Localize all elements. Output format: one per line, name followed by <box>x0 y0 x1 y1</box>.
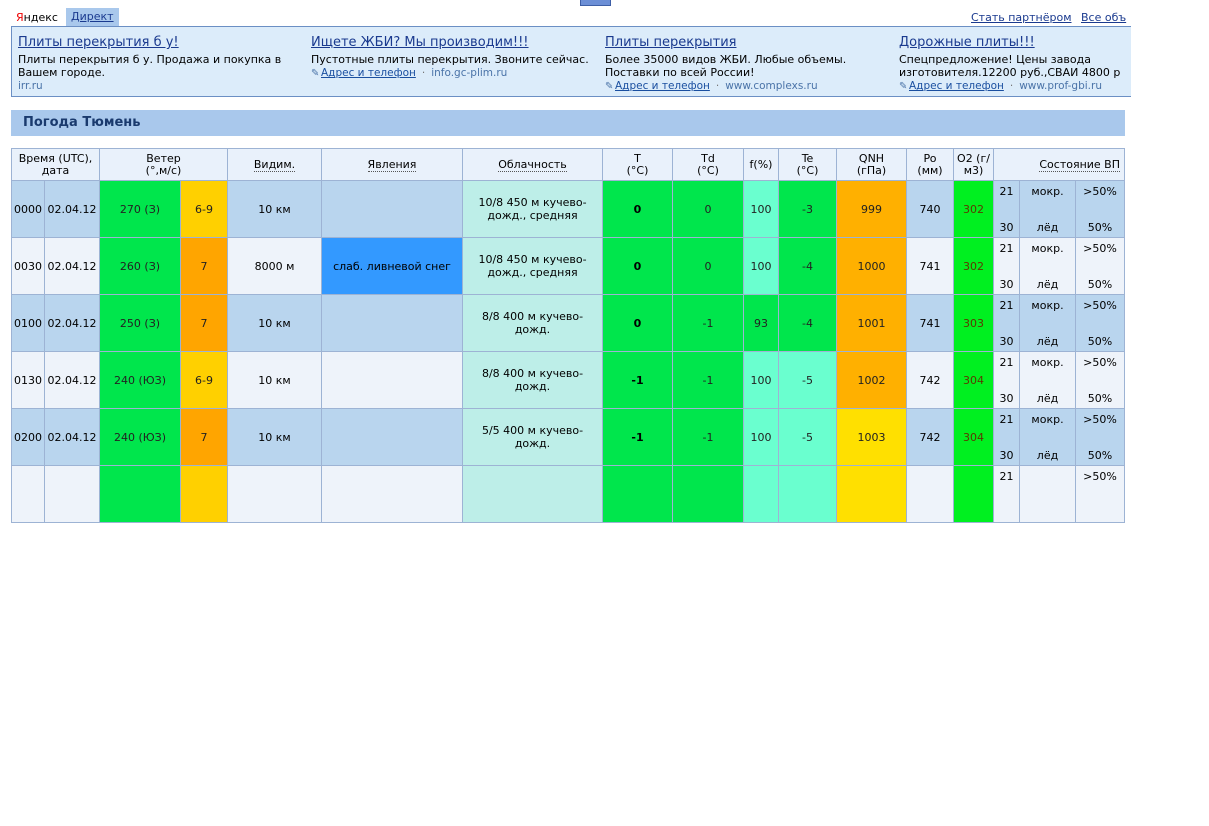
ad-title-link[interactable]: Плиты перекрытия б у! <box>18 35 179 50</box>
cell-runway-state <box>994 238 1020 295</box>
cell-visibility: 10 км <box>228 352 322 409</box>
cell-visibility: 10 км <box>228 181 322 238</box>
cell-qnh <box>837 466 907 523</box>
cell-wind-speed: 6-9 <box>181 352 228 409</box>
runway-state-value: лёд <box>1036 449 1059 462</box>
cell-phenomena <box>322 466 463 523</box>
cell-humidity <box>744 466 779 523</box>
runway-state-stack <box>1076 352 1124 408</box>
cell-oxygen <box>954 466 994 523</box>
yandex-logo[interactable] <box>16 11 58 24</box>
runway-state-value: лёд <box>1036 335 1059 348</box>
header-wind: Ветер (°,м/с) <box>100 149 228 181</box>
ad-text: Более 35000 видов ЖБИ. Любые объемы. Поставки по всей России! <box>605 53 847 79</box>
header-qnh: QNH (гПа) <box>837 149 907 181</box>
ad-text: Плиты перекрытия б у. Продажа и покупка в Вашем городе. <box>18 53 282 79</box>
runway-state-stack <box>1020 181 1075 237</box>
cell-effective-temp: -4 <box>779 238 837 295</box>
table-header-row <box>12 149 1125 181</box>
cell-time: 0030 <box>12 238 45 295</box>
cell-time: 0130 <box>12 352 45 409</box>
runway-state-stack <box>1076 181 1124 237</box>
header-temperature: T (°C) <box>603 149 673 181</box>
cell-clouds: 8/8 400 м кучево-дожд. <box>463 295 603 352</box>
cell-humidity: 100 <box>744 352 779 409</box>
runway-state-value: лёд <box>1036 221 1059 234</box>
cell-temperature <box>603 466 673 523</box>
cell-qnh: 1002 <box>837 352 907 409</box>
cell-date: 02.04.12 <box>45 238 100 295</box>
ad-header <box>12 8 1125 26</box>
cell-clouds: 10/8 450 м кучево-дожд., средняя <box>463 238 603 295</box>
cell-dew-point: 0 <box>673 238 744 295</box>
runway-state-stack <box>1076 409 1124 465</box>
cell-visibility <box>228 466 322 523</box>
runway-state-value <box>1020 466 1075 473</box>
cell-runway-state <box>1076 295 1125 352</box>
table-row <box>12 238 1125 295</box>
cell-wind-direction <box>100 466 181 523</box>
cell-qnh: 1001 <box>837 295 907 352</box>
header-phenomena[interactable]: Явления <box>322 149 463 181</box>
cell-wind-speed <box>181 466 228 523</box>
cell-runway-state <box>1020 181 1076 238</box>
runway-state-value: 30 <box>999 335 1014 348</box>
cell-clouds: 10/8 450 м кучево-дожд., средняя <box>463 181 603 238</box>
ad-domain-link[interactable]: www.prof-gbi.ru <box>1019 80 1102 92</box>
cell-runway-state <box>1020 466 1076 523</box>
runway-state-value: 21 <box>999 470 1014 483</box>
table-row <box>12 181 1125 238</box>
header-oxygen: O2 (г/м3) <box>954 149 994 181</box>
cell-time: 0000 <box>12 181 45 238</box>
cell-oxygen: 304 <box>954 409 994 466</box>
cell-runway-state <box>994 352 1020 409</box>
ad-title-link[interactable]: Дорожные плиты!!! <box>899 35 1035 50</box>
map-pin-icon: ✎ <box>605 81 614 92</box>
runway-state-stack <box>1020 295 1075 351</box>
ad-domain-link[interactable]: info.gc-plim.ru <box>431 67 508 79</box>
ad-item <box>899 35 1139 92</box>
header-runway-state: Состояние ВП <box>994 149 1125 181</box>
cell-effective-temp: -5 <box>779 352 837 409</box>
cell-oxygen: 302 <box>954 181 994 238</box>
header-clouds[interactable]: Облачность <box>463 149 603 181</box>
cell-runway-state <box>1020 295 1076 352</box>
cell-dew-point <box>673 466 744 523</box>
cell-dew-point: -1 <box>673 352 744 409</box>
cell-phenomena <box>322 352 463 409</box>
runway-state-value: лёд <box>1036 392 1059 405</box>
cell-wind-direction: 270 (З) <box>100 181 181 238</box>
table-row <box>12 352 1125 409</box>
cell-qnh: 1003 <box>837 409 907 466</box>
cell-qnh: 999 <box>837 181 907 238</box>
cell-dew-point: 0 <box>673 181 744 238</box>
separator-dot: · <box>715 80 720 92</box>
header-humidity: f(%) <box>744 149 779 181</box>
table-row <box>12 466 1125 523</box>
cell-pressure: 741 <box>907 295 954 352</box>
runway-state-stack <box>994 295 1019 351</box>
runway-state-value: >50% <box>1083 470 1117 483</box>
become-partner-link[interactable]: Стать партнёром <box>971 11 1072 24</box>
cell-humidity: 100 <box>744 181 779 238</box>
cell-oxygen: 304 <box>954 352 994 409</box>
runway-state-stack <box>994 409 1019 465</box>
cell-wind-speed: 7 <box>181 238 228 295</box>
ad-block <box>11 26 1131 97</box>
runway-state-stack <box>1020 409 1075 465</box>
cell-effective-temp <box>779 466 837 523</box>
runway-state-value: 30 <box>999 278 1014 291</box>
cell-visibility: 8000 м <box>228 238 322 295</box>
table-row <box>12 295 1125 352</box>
runway-state-stack <box>994 466 1019 522</box>
cell-wind-direction: 260 (З) <box>100 238 181 295</box>
cell-humidity: 100 <box>744 238 779 295</box>
cell-humidity: 100 <box>744 409 779 466</box>
runway-state-value: >50% <box>1083 299 1117 312</box>
cell-phenomena <box>322 181 463 238</box>
runway-state-stack <box>994 238 1019 294</box>
cell-date: 02.04.12 <box>45 352 100 409</box>
map-pin-icon: ✎ <box>899 81 908 92</box>
cell-pressure: 742 <box>907 409 954 466</box>
runway-state-value: >50% <box>1083 242 1117 255</box>
cell-time <box>12 466 45 523</box>
runway-state-value: 21 <box>999 413 1014 426</box>
runway-state-value: 21 <box>999 242 1014 255</box>
map-pin-icon: ✎ <box>311 68 320 79</box>
ad-address-link[interactable]: Адрес и телефон <box>909 80 1004 92</box>
header-effective-temp: Te (°C) <box>779 149 837 181</box>
cell-visibility: 10 км <box>228 295 322 352</box>
runway-state-value: 21 <box>999 356 1014 369</box>
runway-state-value <box>1076 515 1124 522</box>
runway-state-value: мокр. <box>1031 356 1064 369</box>
yandex-logo-first-letter: Я <box>16 11 24 24</box>
cell-clouds <box>463 466 603 523</box>
scroll-tab-marker[interactable] <box>580 0 611 6</box>
separator-dot: · <box>421 67 426 79</box>
cell-humidity: 93 <box>744 295 779 352</box>
runway-state-stack <box>1020 466 1075 522</box>
cell-clouds: 5/5 400 м кучево-дожд. <box>463 409 603 466</box>
cell-pressure: 740 <box>907 181 954 238</box>
runway-state-value: 50% <box>1087 278 1113 291</box>
ad-title-link[interactable]: Плиты перекрытия <box>605 35 737 50</box>
cell-pressure: 742 <box>907 352 954 409</box>
runway-state-value: 30 <box>999 392 1014 405</box>
cell-phenomena: слаб. ливневой снег <box>322 238 463 295</box>
runway-state-stack <box>1076 466 1124 522</box>
header-time: Время (UTC), дата <box>12 149 100 181</box>
cell-temperature: -1 <box>603 409 673 466</box>
ad-item <box>18 35 302 92</box>
cell-wind-speed: 7 <box>181 295 228 352</box>
cell-temperature: 0 <box>603 238 673 295</box>
cell-phenomena <box>322 295 463 352</box>
cell-visibility: 10 км <box>228 409 322 466</box>
cell-runway-state <box>1020 352 1076 409</box>
cell-runway-state <box>1076 409 1125 466</box>
runway-state-value: 50% <box>1087 221 1113 234</box>
cell-runway-state <box>1020 238 1076 295</box>
ad-address-link[interactable]: Адрес и телефон <box>321 67 416 79</box>
weather-table-body <box>12 181 1125 523</box>
runway-state-value: мокр. <box>1031 413 1064 426</box>
runway-state-value: 30 <box>999 449 1014 462</box>
cell-wind-speed: 7 <box>181 409 228 466</box>
direct-tab[interactable]: Директ <box>66 8 119 26</box>
cell-temperature: 0 <box>603 295 673 352</box>
runway-state-stack <box>1076 295 1124 351</box>
runway-state-stack <box>994 181 1019 237</box>
cell-dew-point: -1 <box>673 409 744 466</box>
cell-runway-state <box>994 466 1020 523</box>
runway-state-value: 21 <box>999 185 1014 198</box>
cell-runway-state <box>1076 466 1125 523</box>
cell-wind-direction: 240 (ЮЗ) <box>100 352 181 409</box>
runway-state-value: 50% <box>1087 335 1113 348</box>
cell-wind-direction: 240 (ЮЗ) <box>100 409 181 466</box>
cell-date <box>45 466 100 523</box>
runway-state-value: мокр. <box>1031 242 1064 255</box>
runway-state-value <box>994 515 1019 522</box>
ad-links <box>605 80 889 92</box>
ad-domain-link[interactable]: www.complexs.ru <box>725 80 818 92</box>
runway-state-value: мокр. <box>1031 185 1064 198</box>
yandex-logo-rest: ндекс <box>23 11 58 24</box>
runway-state-stack <box>1020 352 1075 408</box>
runway-state-value: 50% <box>1087 392 1113 405</box>
cell-date: 02.04.12 <box>45 409 100 466</box>
ad-links <box>18 80 302 92</box>
separator-dot: · <box>1009 80 1014 92</box>
cell-effective-temp: -4 <box>779 295 837 352</box>
cell-oxygen: 303 <box>954 295 994 352</box>
cell-dew-point: -1 <box>673 295 744 352</box>
header-visibility[interactable]: Видим. <box>228 149 322 181</box>
cell-runway-state <box>994 409 1020 466</box>
cell-wind-direction: 250 (З) <box>100 295 181 352</box>
cell-time: 0100 <box>12 295 45 352</box>
header-pressure: Po (мм) <box>907 149 954 181</box>
runway-state-stack <box>1020 238 1075 294</box>
table-row <box>12 409 1125 466</box>
cell-clouds: 8/8 400 м кучево-дожд. <box>463 352 603 409</box>
ad-text: Спецпредложение! Цены завода изготовителя.12200 руб.,СВАИ 4800 р <box>899 53 1121 79</box>
cell-effective-temp: -3 <box>779 181 837 238</box>
header-dew-point: Td (°C) <box>673 149 744 181</box>
ad-domain-link[interactable]: irr.ru <box>18 80 43 92</box>
cell-date: 02.04.12 <box>45 295 100 352</box>
runway-state-value: 30 <box>999 221 1014 234</box>
ad-links <box>311 67 595 79</box>
cell-date: 02.04.12 <box>45 181 100 238</box>
runway-state-value <box>1020 515 1075 522</box>
ad-links <box>899 80 1139 92</box>
cell-oxygen: 302 <box>954 238 994 295</box>
cell-temperature: -1 <box>603 352 673 409</box>
runway-state-stack <box>994 352 1019 408</box>
weather-table <box>11 148 1125 523</box>
ad-text: Пустотные плиты перекрытия. Звоните сейчас. <box>311 53 589 66</box>
page-title: Погода Тюмень <box>23 115 141 130</box>
weather-title-bar <box>11 110 1125 136</box>
cell-runway-state <box>1076 238 1125 295</box>
cell-phenomena <box>322 409 463 466</box>
runway-state-value: 50% <box>1087 449 1113 462</box>
cell-runway-state <box>1020 409 1076 466</box>
cell-pressure <box>907 466 954 523</box>
runway-state-value: 21 <box>999 299 1014 312</box>
all-ads-link[interactable]: Все объ <box>1081 11 1127 24</box>
runway-state-value: >50% <box>1083 356 1117 369</box>
cell-effective-temp: -5 <box>779 409 837 466</box>
cell-pressure: 741 <box>907 238 954 295</box>
cell-runway-state <box>994 181 1020 238</box>
cell-runway-state <box>1076 352 1125 409</box>
ad-item <box>605 35 889 92</box>
cell-temperature: 0 <box>603 181 673 238</box>
runway-state-value: лёд <box>1036 278 1059 291</box>
runway-state-stack <box>1076 238 1124 294</box>
ad-address-link[interactable]: Адрес и телефон <box>615 80 710 92</box>
cell-wind-speed: 6-9 <box>181 181 228 238</box>
ad-title-link[interactable]: Ищете ЖБИ? Мы производим!!! <box>311 35 529 50</box>
cell-runway-state <box>994 295 1020 352</box>
runway-state-value: >50% <box>1083 185 1117 198</box>
cell-runway-state <box>1076 181 1125 238</box>
runway-state-value: >50% <box>1083 413 1117 426</box>
runway-state-value: мокр. <box>1031 299 1064 312</box>
ad-item <box>311 35 595 79</box>
cell-time: 0200 <box>12 409 45 466</box>
cell-qnh: 1000 <box>837 238 907 295</box>
